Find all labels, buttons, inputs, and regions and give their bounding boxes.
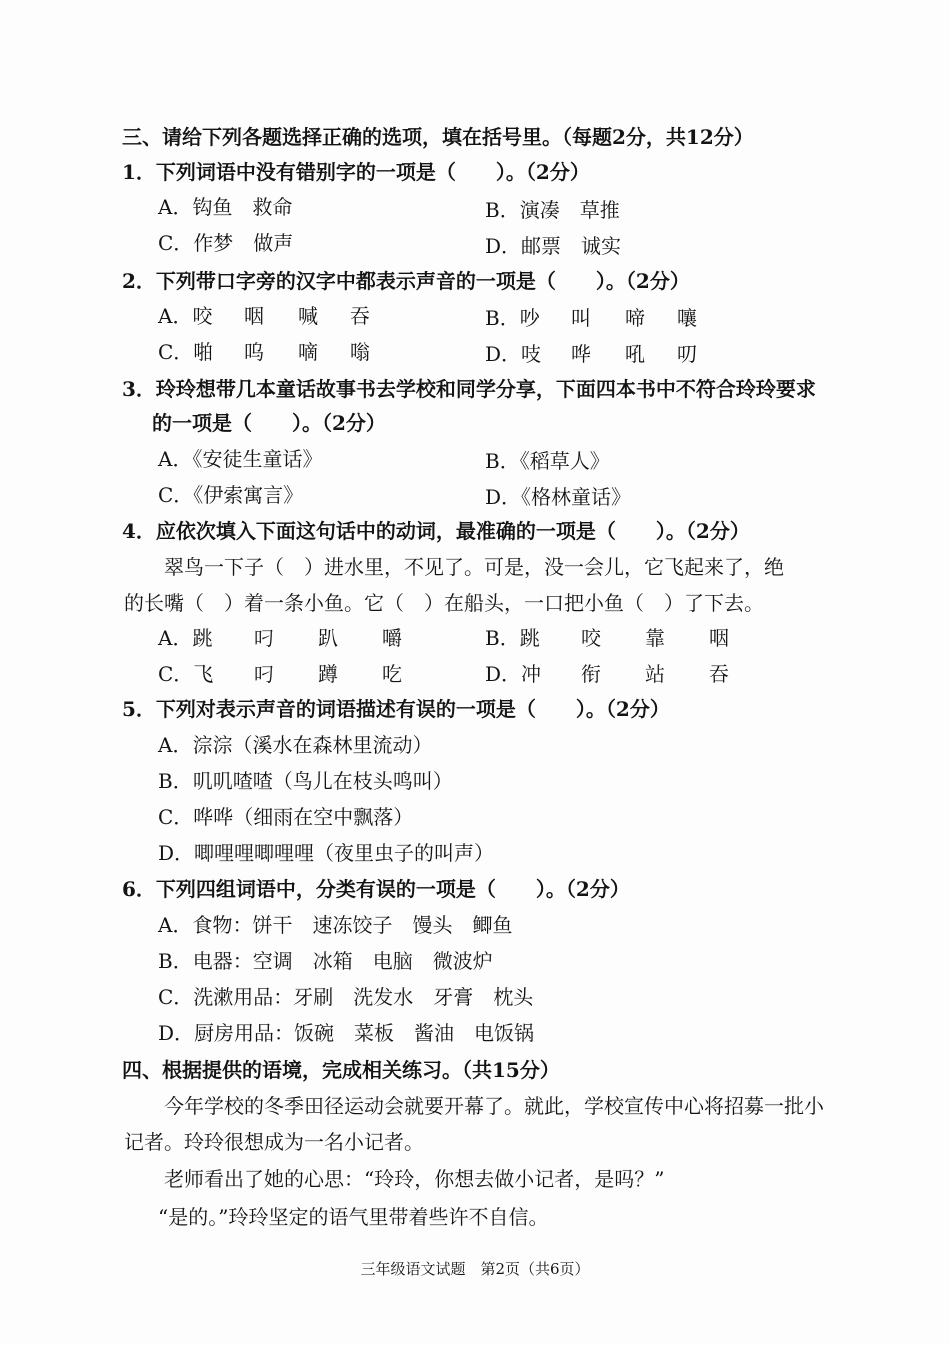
q4-option-c: C．飞 叼 蹲 吃 <box>158 662 402 686</box>
q1-option-c: C．作梦 做声 <box>158 231 294 255</box>
q3-stem-line1: 3．玲玲想带几本童话故事书去学校和同学分享，下面四本书中不符合玲玲要求 <box>122 377 816 401</box>
q2-option-d: D．吱 哗 吼 叨 <box>485 342 697 366</box>
q3-option-c: C．《伊索寓言》 <box>158 483 304 507</box>
page-footer: 三年级语文试题 第2页（共6页） <box>360 1260 590 1278</box>
section4-paragraph3: “是的。”玲玲坚定的语气里带着些许不自信。 <box>158 1205 549 1229</box>
q1-stem: 1．下列词语中没有错别字的一项是（ ）。（2分） <box>122 160 590 184</box>
q6-option-b: B．电器：空调 冰箱 电脑 微波炉 <box>158 949 493 973</box>
q4-passage-line1: 翠鸟一下子（ ）进水里，不见了。可是，没一会儿，它飞起来了，绝 <box>164 555 784 579</box>
q2-option-a: A．咬 咽 喊 吞 <box>158 304 370 328</box>
section4-paragraph1-line2: 记者。玲玲很想成为一名小记者。 <box>124 1130 424 1154</box>
q4-stem: 4．应依次填入下面这句话中的动词，最准确的一项是（ ）。（2分） <box>122 519 750 543</box>
q4-option-b: B．跳 咬 靠 咽 <box>485 626 729 650</box>
q2-option-c: C．啪 呜 嘀 嗡 <box>158 340 370 364</box>
q1-option-b: B．演凑 草推 <box>485 198 620 222</box>
q6-option-c: C．洗漱用品：牙刷 洗发水 牙膏 枕头 <box>158 985 534 1009</box>
section3-title: 三、请给下列各题选择正确的选项，填在括号里。（每题2分，共12分） <box>122 125 754 149</box>
q4-option-a: A．跳 叼 趴 嚼 <box>158 626 402 650</box>
q3-option-d: D．《格林童话》 <box>485 485 632 509</box>
q5-option-a: A．淙淙（溪水在森林里流动） <box>158 733 433 757</box>
q5-stem: 5．下列对表示声音的词语描述有误的一项是（ ）。（2分） <box>122 697 670 721</box>
q6-option-d: D．厨房用品：饭碗 菜板 酱油 电饭锅 <box>158 1021 535 1045</box>
q4-passage-line2: 的长嘴（ ）着一条小鱼。它（ ）在船头，一口把小鱼（ ）了下去。 <box>124 591 764 615</box>
section4-title: 四、根据提供的语境，完成相关练习。（共15分） <box>122 1058 560 1082</box>
section4-paragraph1-line1: 今年学校的冬季田径运动会就要开幕了。就此，学校宣传中心将招募一批小 <box>164 1094 824 1118</box>
section4-paragraph2: 老师看出了她的心思：“玲玲，你想去做小记者，是吗？” <box>164 1167 665 1191</box>
q4-option-d: D．冲 衔 站 吞 <box>485 662 729 686</box>
q1-option-a: A．钩鱼 救命 <box>158 195 293 219</box>
q3-option-a: A．《安徒生童话》 <box>158 447 323 471</box>
q3-stem-line2: 的一项是（ ）。（2分） <box>152 411 386 435</box>
q5-option-b: B．叽叽喳喳（鸟儿在枝头鸣叫） <box>158 769 453 793</box>
q2-option-b: B．吵 叫 啼 嚷 <box>485 306 697 330</box>
q6-stem: 6．下列四组词语中，分类有误的一项是（ ）。（2分） <box>122 877 630 901</box>
q2-stem: 2．下列带口字旁的汉字中都表示声音的一项是（ ）。（2分） <box>122 269 690 293</box>
q5-option-c: C．哗哗（细雨在空中飘落） <box>158 805 414 829</box>
q1-option-d: D．邮票 诚实 <box>485 234 622 258</box>
q3-option-b: B．《稻草人》 <box>485 449 610 473</box>
q5-option-d: D．唧哩哩唧哩哩（夜里虫子的叫声） <box>158 841 495 865</box>
q6-option-a: A．食物：饼干 速冻饺子 馒头 鲫鱼 <box>158 913 513 937</box>
